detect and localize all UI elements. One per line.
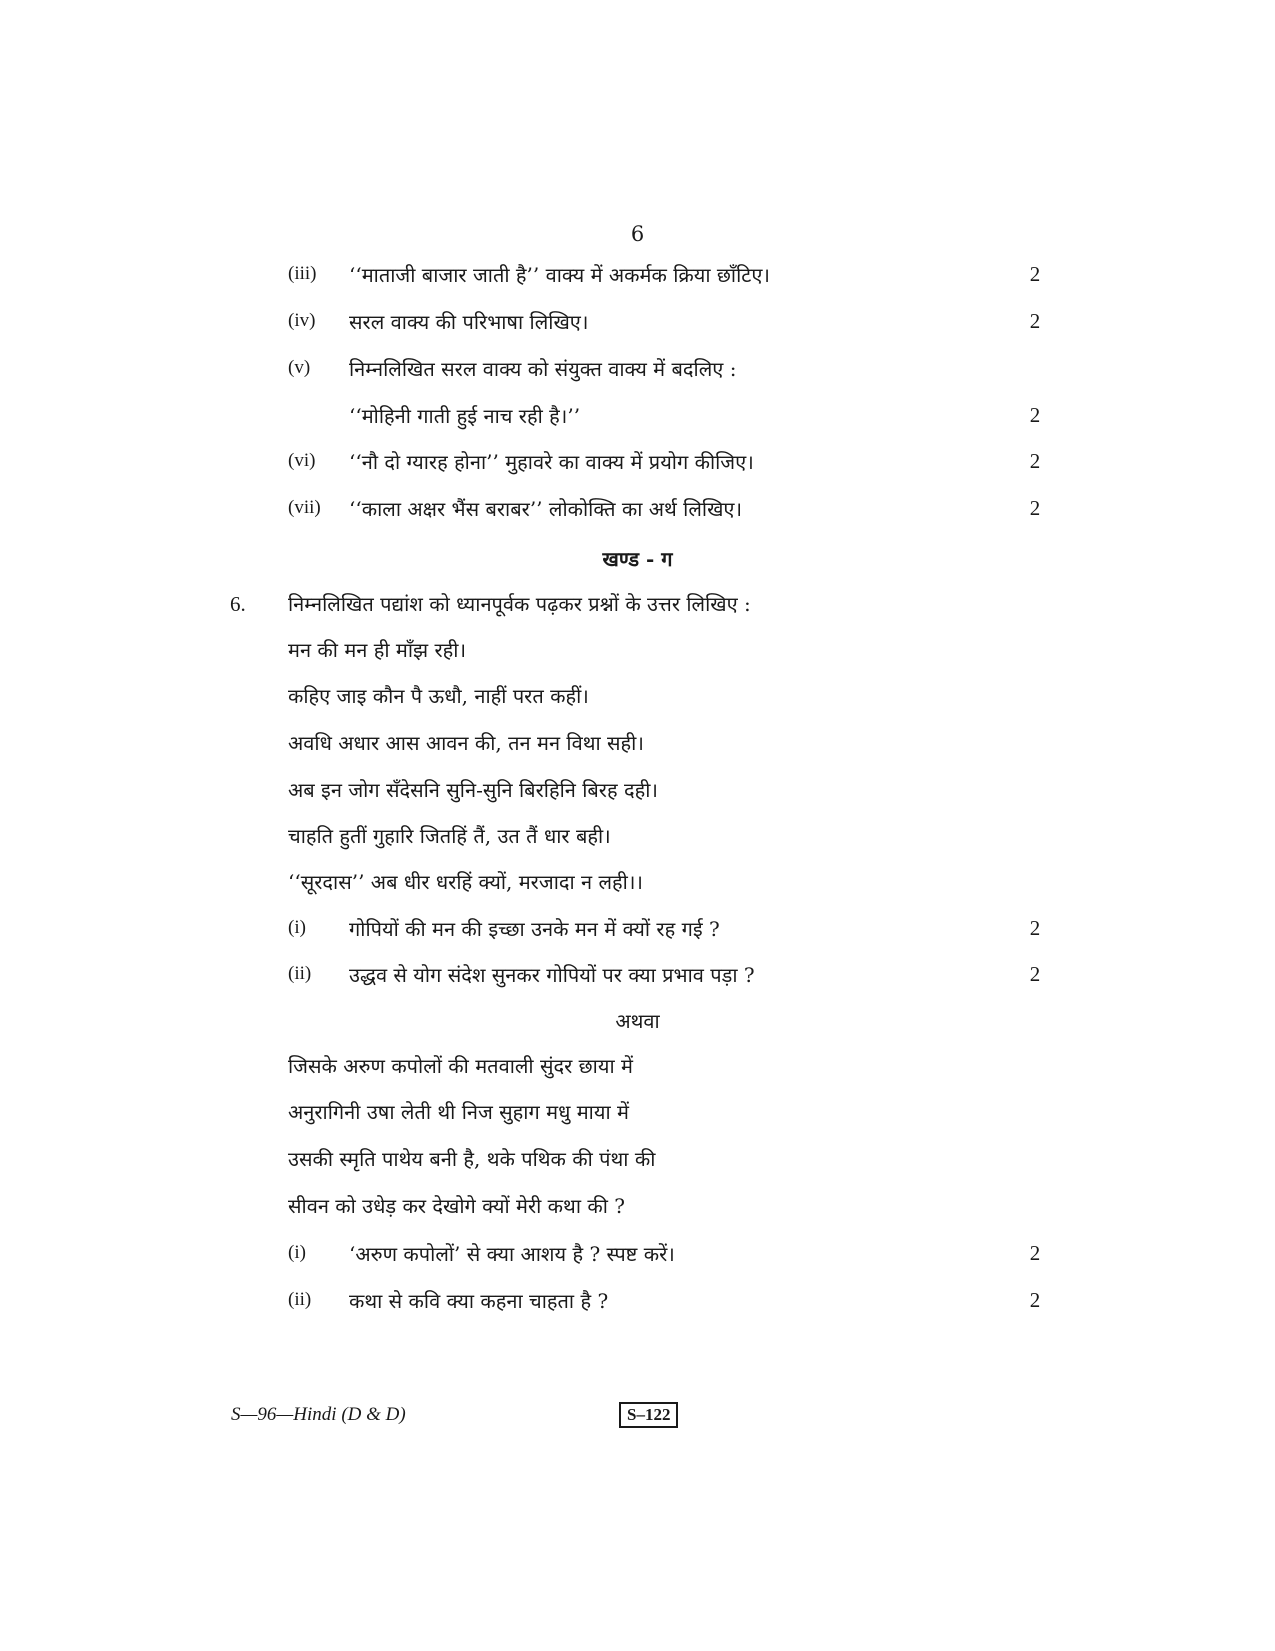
poem-line: चाहति हुतीं गुहारि जितहिं तैं, उत तैं धार बही। (288, 824, 611, 848)
question-text-vi: ‘‘नौ दो ग्यारह होना’’ मुहावरे का वाक्य में प्रयोग कीजिए। (349, 450, 754, 474)
question-number-iv: (iv) (288, 310, 316, 331)
question-text-v-sentence: ‘‘मोहिनी गाती हुई नाच रही है।’’ (349, 404, 581, 428)
page-number: 6 (630, 222, 645, 246)
alt-poem-line: उसकी स्मृति पाथेय बनी है, थके पथिक की पंथा की (288, 1147, 656, 1171)
marks-alt-ii: 2 (1029, 1288, 1041, 1312)
alt-sub-question-text-ii: कथा से कवि क्या कहना चाहता है ? (349, 1289, 609, 1313)
alt-poem-line: जिसके अरुण कपोलों की मतवाली सुंदर छाया में (288, 1054, 633, 1078)
poem-line: अवधि अधार आस आवन की, तन मन विथा सही। (288, 731, 644, 755)
paper-code-box: S–122 (619, 1402, 678, 1428)
poem-line: ‘‘सूरदास’’ अब धीर धरहिं क्यों, मरजादा न लही।। (288, 870, 644, 894)
sub-question-number-ii: (ii) (288, 963, 312, 984)
question-text-iii: ‘‘माताजी बाजार जाती है’’ वाक्य में अकर्मक क्रिया छाँटिए। (349, 263, 770, 287)
question-text-iv: सरल वाक्य की परिभाषा लिखिए। (349, 310, 589, 334)
question-number-v: (v) (288, 357, 311, 378)
alt-sub-question-text-i: ‘अरुण कपोलों’ से क्या आशय है ? स्पष्ट करें। (349, 1242, 675, 1266)
sub-question-number-i: (i) (288, 917, 306, 938)
question-6-number: 6. (230, 592, 246, 616)
marks-vi: 2 (1029, 449, 1041, 473)
poem-line: मन की मन ही माँझ रही। (288, 638, 467, 662)
poem-line: अब इन जोग सँदेसनि सुनि-सुनि बिरहिनि बिरह दही। (288, 778, 658, 802)
alt-poem-line: अनुरागिनी उषा लेती थी निज सुहाग मधु माया में (288, 1100, 629, 1124)
marks-v: 2 (1029, 403, 1041, 427)
marks-vii: 2 (1029, 496, 1041, 520)
marks-iii: 2 (1029, 262, 1041, 286)
alt-poem-line: सीवन को उधेड़ कर देखोगे क्यों मेरी कथा की ? (288, 1194, 625, 1218)
alt-sub-question-number-ii: (ii) (288, 1289, 312, 1310)
alt-sub-question-number-i: (i) (288, 1242, 306, 1263)
sub-question-text-ii: उद्धव से योग संदेश सुनकर गोपियों पर क्या प्रभाव पड़ा ? (349, 963, 755, 987)
sub-question-text-i: गोपियों की मन की इच्छा उनके मन में क्यों रह गई ? (349, 917, 720, 941)
section-heading: खण्ड - ग (602, 547, 673, 571)
question-number-iii: (iii) (288, 263, 317, 284)
question-6-instruction: निम्नलिखित पद्यांश को ध्यानपूर्वक पढ़कर प्रश्नों के उत्तर लिखिए : (288, 592, 751, 616)
question-number-vii: (vii) (288, 497, 321, 518)
question-text-v: निम्नलिखित सरल वाक्य को संयुक्त वाक्य में बदलिए : (349, 357, 737, 381)
question-number-vi: (vi) (288, 450, 316, 471)
marks-6-i: 2 (1029, 916, 1041, 940)
question-text-vii: ‘‘काला अक्षर भैंस बराबर’’ लोकोक्ति का अर्थ लिखिए। (349, 497, 743, 521)
or-label: अथवा (615, 1009, 660, 1033)
paper-label: S—96—Hindi (D & D) (231, 1404, 406, 1425)
marks-iv: 2 (1029, 309, 1041, 333)
poem-line: कहिए जाइ कौन पै ऊधौ, नाहीं परत कहीं। (288, 684, 589, 708)
marks-6-ii: 2 (1029, 962, 1041, 986)
marks-alt-i: 2 (1029, 1241, 1041, 1265)
